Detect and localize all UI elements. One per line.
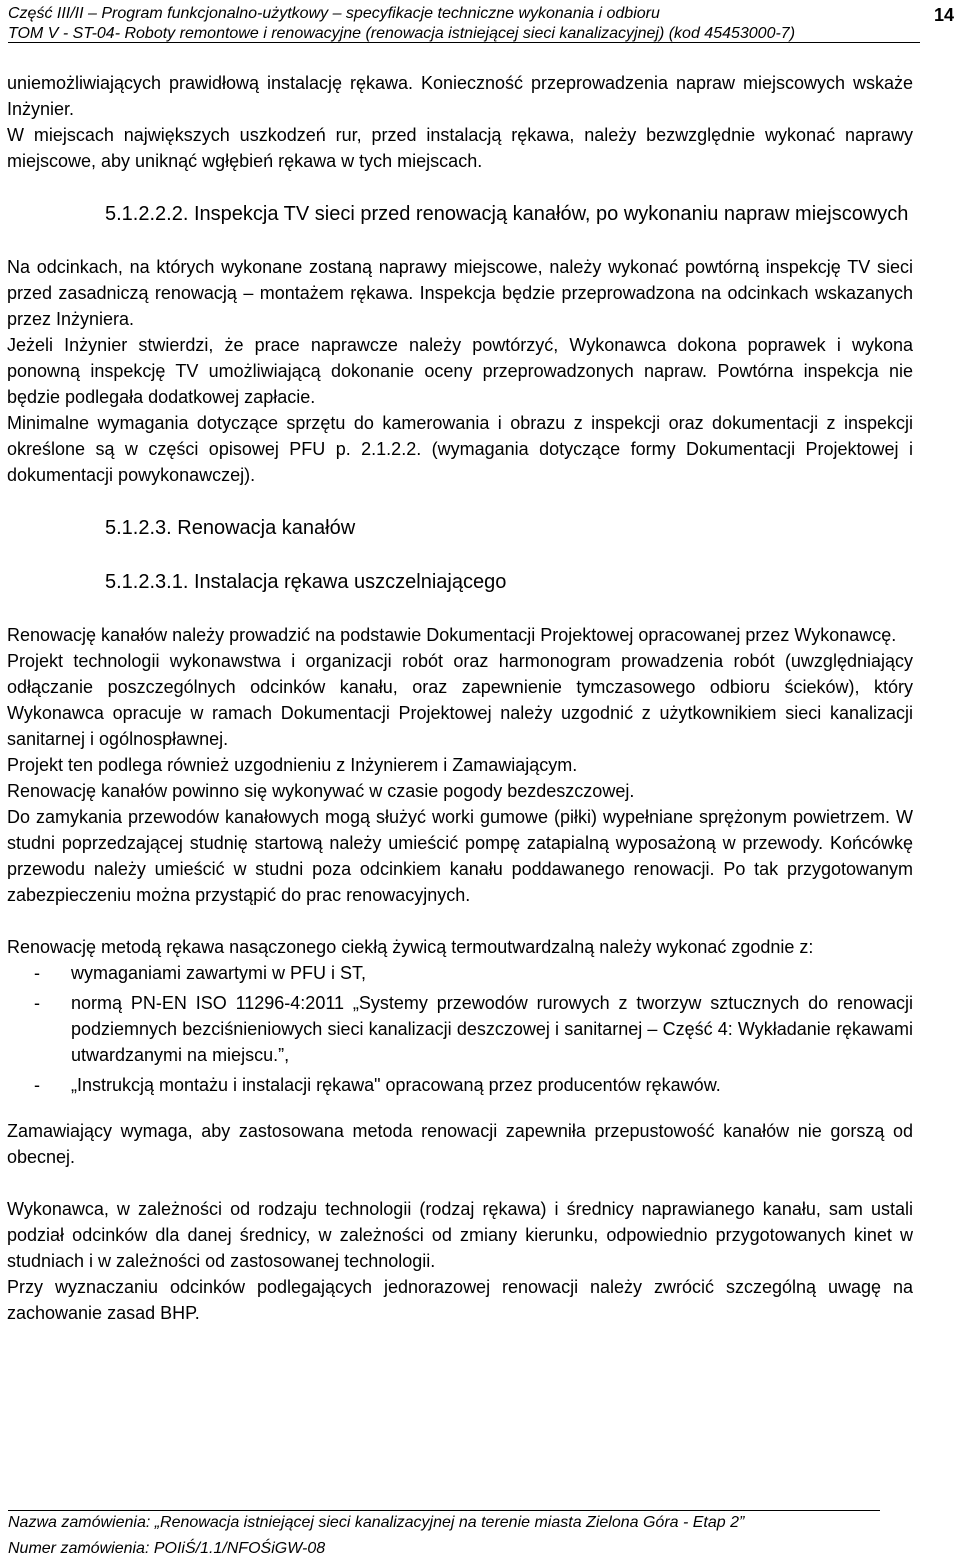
paragraph: Na odcinkach, na których wykonane zostaną naprawy miejscowe, należy wykonać powtórną inspekcję TV sieci przed zasadniczą renowacją – montażem rękawa. Inspekcja będzie przeprowadzona na odcinkach wskazanych przez Inżyniera. [7,257,913,329]
section-heading [7,200,913,228]
paragraph: Zamawiający wymaga, aby zastosowana metoda renowacji zapewniła przepustowość kanałów nie gorszą od obecnej. [7,1121,913,1167]
list-item-text: wymaganiami zawartymi w PFU i ST, [71,963,367,983]
paragraph: W miejscach największych uszkodzeń rur, przed instalacją rękawa, należy bezwzględnie wykonać naprawy miejscowe, aby uniknąć wgłębień rękawa w tych miejscach. [7,125,913,171]
paragraph: Do zamykania przewodów kanałowych mogą służyć worki gumowe (piłki) wypełniane sprężonym powietrzem. W studni poprzedzającej studnię startową należy umieścić pompę zatapialną wyposażoną w przewody. Końcówkę przewodu należy umieścić w studni poza odcinkiem kanału poddawanego renowacji. Po tak przygotowanym zabezpieczeniu można przystąpić do prac renowacyjnych. [7,807,913,905]
header-divider [8,42,920,43]
paragraph: Minimalne wymagania dotyczące sprzętu do kamerowania i obrazu z inspekcji oraz dokumentacji z inspekcji określone są w części opisowej PFU p. 2.1.2.2. (wymagania dotyczące formy Dokumentacji Projektowej i dokumentacji powykonawczej). [7,413,913,485]
footer-divider [8,1510,880,1511]
list-item [7,960,913,986]
paragraph: uniemożliwiających prawidłową instalację rękawa. Konieczność przeprowadzenia napraw miejscowych wskaże Inżynier. [7,73,913,119]
document-header-title: Część III/II – Program funkcjonalno-użytkowy – specyfikacje techniczne wykonania i odbioru [8,5,660,22]
document-header-subtitle: TOM V - ST-04- Roboty remontowe i renowacyjne (renowacja istniejącej sieci kanalizacyjnej) (kod 45453000-7) [8,25,796,42]
paragraph: Przy wyznaczaniu odcinków podlegających jednorazowej renowacji należy zwrócić szczególną uwagę na zachowanie zasad BHP. [7,1277,913,1323]
section-heading: 5.1.2.3. Renowacja kanałów [105,517,356,539]
paragraph: Jeżeli Inżynier stwierdzi, że prace naprawcze należy powtórzyć, Wykonawca dokona poprawek i wykona ponowną inspekcję TV umożliwiającą dokonanie oceny przeprowadzonych napraw. Powtórna inspekcja nie będzie podlegała dodatkowej zapłacie. [7,335,913,407]
page-number: 14 [933,5,954,25]
list-dash: - [34,1075,40,1095]
paragraph: Renowację kanałów należy prowadzić na podstawie Dokumentacji Projektowej opracowanej przez Wykonawcę. [7,625,897,645]
paragraph: Projekt ten podlega również uzgodnieniu z Inżynierem i Zamawiającym. [7,755,578,775]
document-body [7,70,913,1326]
list-item-text: „Instrukcją montażu i instalacji rękawa" opracowaną przez producentów rękawów. [71,1075,721,1095]
list-item [7,990,913,1068]
list-dash: - [34,963,40,983]
section-heading-text: 5.1.2.2.2. Inspekcja TV sieci przed renowacją kanałów, po wykonaniu napraw miejscowych [105,203,909,225]
list-dash: - [34,993,40,1013]
paragraph: Renowację metodą rękawa nasączonego ciekłą żywicą termoutwardzalną należy wykonać zgodnie z: [7,937,814,957]
list-item [7,1072,913,1098]
list-item-text: normą PN-EN ISO 11296-4:2011 „Systemy przewodów rurowych z tworzyw sztucznych do renowacji podziemnych bezciśnieniowych sieci kanalizacji deszczowej i sanitarnej – Część 4: Wykładanie rękawami utwardzanymi na miejscu.”, [71,993,913,1065]
paragraph: Wykonawca, w zależności od rodzaju technologii (rodzaj rękawa) i średnicy naprawianego kanału, sam ustali podział odcinków dla danej średnicy, w zależności od zmiany kierunku, odpowiednio przygotowanych kinet w studniach i w zależności od zastosowanej technologii. [7,1199,913,1271]
footer-order-name: Nazwa zamówienia: „Renowacja istniejącej sieci kanalizacyjnej na terenie miasta Zielona Góra - Etap 2” [8,1514,745,1531]
paragraph: Renowację kanałów powinno się wykonywać w czasie pogody bezdeszczowej. [7,781,635,801]
requirements-list [7,960,913,1098]
paragraph: Projekt technologii wykonawstwa i organizacji robót oraz harmonogram prowadzenia robót (uwzględniający odłączanie poszczególnych odcinków kanału, oraz zapewnienie tymczasowego odbioru ścieków), który Wykonawca opracuje w ramach Dokumentacji Projektowej należy uzgodnić z użytkownikiem sieci kanalizacji sanitarnej i ogólnospławnej. [7,651,913,749]
footer-order-number: Numer zamówienia: POIiŚ/1.1/NFOŚiGW-08 [8,1540,326,1557]
subsection-heading: 5.1.2.3.1. Instalacja rękawa uszczelniającego [105,571,507,593]
